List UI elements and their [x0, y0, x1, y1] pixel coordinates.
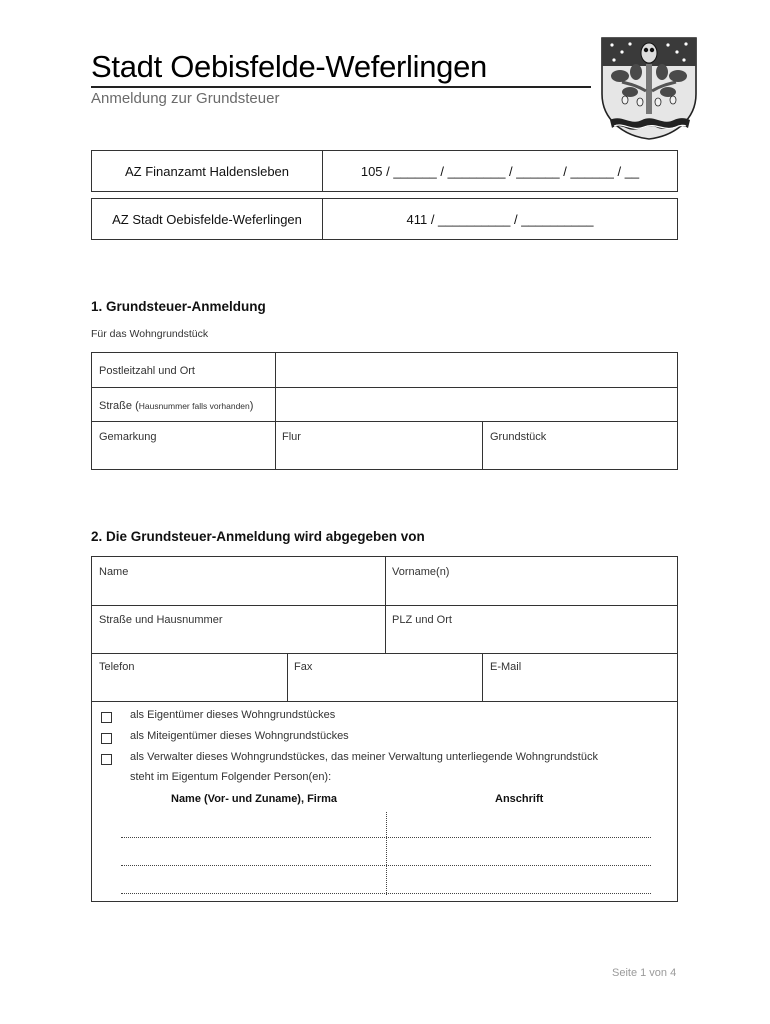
- miteigentuemer-label: als Miteigentümer dieses Wohngrundstückes: [130, 730, 349, 742]
- title-underline: [91, 86, 591, 88]
- page-number: Seite 1 von 4: [612, 967, 677, 979]
- strasse-field[interactable]: [276, 388, 677, 421]
- eigentuemer-checkbox[interactable]: [101, 712, 112, 723]
- strasse-label: Straße (Hausnummer falls vorhanden): [99, 400, 254, 412]
- property-table: [91, 352, 678, 470]
- owner-name-column-header: Name (Vor- und Zuname), Firma: [171, 793, 338, 805]
- section2-heading: 2. Die Grundsteuer-Anmeldung wird abgegeben von: [91, 529, 425, 544]
- email-label: E-Mail: [490, 661, 522, 673]
- az-finanzamt-value[interactable]: 105 / ______ / ________ / ______ / ______ / __: [322, 151, 677, 191]
- owner-column-divider: [386, 812, 387, 895]
- grundstueck-label: Grundstück: [490, 431, 547, 443]
- name-label: Name: [99, 566, 129, 578]
- gemarkung-label: Gemarkung: [99, 431, 157, 443]
- submitter-table: [91, 556, 678, 902]
- az-finanzamt-label: AZ Finanzamt Haldensleben: [124, 163, 290, 179]
- page-title: Stadt Oebisfelde-Weferlingen: [91, 49, 487, 84]
- az-stadt-label: AZ Stadt Oebisfelde-Weferlingen: [112, 211, 302, 227]
- plz-ort-label: Postleitzahl und Ort: [99, 365, 195, 377]
- verwalter-label: als Verwalter dieses Wohngrundstückes, das meiner Verwaltung unterliegende Wohngrundstück: [130, 751, 598, 763]
- az-finanzamt-row: [91, 150, 678, 192]
- plz-ort-label-2: PLZ und Ort: [392, 614, 452, 626]
- owner-address-column-header: Anschrift: [495, 793, 544, 805]
- az-stadt-row: [91, 198, 678, 240]
- strasse-hausnummer-label: Straße und Hausnummer: [99, 614, 223, 626]
- section1-heading: 1. Grundsteuer-Anmeldung: [91, 299, 266, 314]
- telefon-label: Telefon: [99, 661, 135, 673]
- page-subtitle: Anmeldung zur Grundsteuer: [91, 90, 280, 107]
- owner-line-2[interactable]: [121, 865, 651, 866]
- owner-line-3[interactable]: [121, 893, 651, 894]
- vorname-label: Vorname(n): [392, 566, 450, 578]
- owner-line-1[interactable]: [121, 837, 651, 838]
- miteigentuemer-checkbox[interactable]: [101, 733, 112, 744]
- flur-label: Flur: [282, 431, 301, 443]
- verwalter-continuation: steht im Eigentum Folgender Person(en):: [130, 771, 332, 783]
- section1-intro: Für das Wohngrundstück: [91, 328, 209, 340]
- eigentuemer-label: als Eigentümer dieses Wohngrundstückes: [130, 709, 336, 721]
- fax-label: Fax: [294, 661, 313, 673]
- az-stadt-value[interactable]: 411 / __________ / __________: [322, 199, 677, 239]
- coat-of-arms-icon: [600, 36, 698, 140]
- plz-ort-field[interactable]: [276, 353, 677, 387]
- verwalter-checkbox[interactable]: [101, 754, 112, 765]
